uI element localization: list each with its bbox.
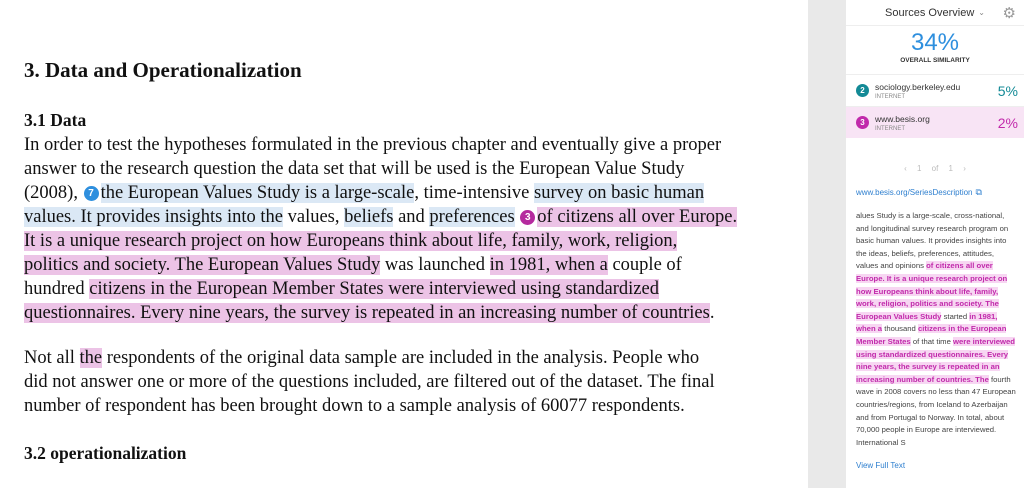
text-segment: (2008),: [24, 183, 83, 203]
section-heading-operationalization: 3.2 operationalization: [24, 443, 187, 463]
text-segment: Not all: [24, 348, 80, 368]
text-line: [24, 301, 737, 325]
highlighted-match[interactable]: values. It provides insights into the: [24, 207, 283, 227]
source-text-segment: of that time: [910, 336, 953, 346]
source-item[interactable]: [846, 74, 1024, 106]
text-segment: In order to test the hypotheses formulated in the previous chapter and eventually give a proper: [24, 135, 722, 155]
matched-text: were interviewed using standardized questionnaires. Every nine years, the survey is repeated in an increasing number of countries. The: [856, 336, 1015, 384]
highlighted-match[interactable]: questionnaires. Every nine years, the survey is repeated in an increasing number of countries: [24, 303, 710, 323]
highlighted-match[interactable]: beliefs: [344, 207, 394, 227]
sources-panel: [846, 0, 1024, 488]
paragraph-data: [24, 133, 737, 325]
source-type: INTERNET: [875, 93, 905, 100]
overall-similarity-value: 34%: [910, 29, 960, 56]
text-line: [24, 157, 737, 181]
panel-divider: [808, 0, 846, 488]
pagination[interactable]: ‹ 1 of 1 ›: [904, 164, 966, 173]
text-line: [24, 133, 737, 157]
highlighted-match[interactable]: the: [79, 348, 103, 368]
text-line: [24, 181, 737, 205]
text-segment: did not answer one or more of the questions included, are filtered out of the dataset. The final: [24, 372, 715, 392]
highlighted-match[interactable]: of citizens all over Europe.: [537, 207, 738, 227]
text-segment: [515, 207, 520, 227]
text-segment: couple of: [607, 255, 682, 275]
source-text-segment: started: [941, 311, 970, 321]
text-segment: and: [393, 207, 430, 227]
source-name: www.besis.org: [875, 113, 930, 124]
text-segment: values,: [282, 207, 345, 227]
text-line: [24, 205, 737, 229]
text-segment: respondents of the original data sample are included in the analysis. People who: [102, 348, 700, 368]
highlighted-match[interactable]: citizens in the European Member States were interviewed using standardized: [89, 279, 659, 299]
view-full-text-link[interactable]: View Full Text: [856, 461, 906, 471]
source-url[interactable]: www.besis.org/SeriesDescription: [856, 188, 973, 197]
match-badge-3[interactable]: 3: [520, 210, 535, 225]
matched-text: citizens in the European Member States: [856, 324, 1007, 346]
text-line: [24, 394, 715, 418]
text-segment: hundred: [24, 279, 90, 299]
text-line: [24, 253, 737, 277]
source-text-segment: fourth wave in 2008 covers no less than 47 European countries/regions, from Iceland to Azerbaijan and from Portugal to Norway. In total, about 70,000 people in Europe are interviewed. International S: [856, 374, 1016, 447]
source-number: 2: [856, 84, 869, 97]
text-line: [24, 229, 737, 253]
chevron-down-icon: ⌄: [978, 8, 985, 17]
overall-similarity-label: OVERALL SIMILARITY: [900, 57, 970, 64]
section-heading-data: 3.1 Data: [24, 110, 87, 130]
source-item-selected[interactable]: [846, 106, 1024, 138]
page-heading: 3. Data and Operationalization: [24, 58, 302, 82]
source-text-segment: thousand: [882, 324, 918, 334]
source-number: 3: [856, 116, 869, 129]
source-text-segment: alues Study is a large-scale, cross-national, and longitudinal survey research program on basic human values. It provides insights into the ideas, beliefs, preferences, attitudes, values and opinions: [856, 211, 1009, 271]
source-url-link[interactable]: [856, 187, 1024, 198]
text-line: [24, 346, 715, 370]
source-type: INTERNET: [875, 125, 905, 132]
text-line: [24, 370, 715, 394]
source-percent: 2%: [997, 114, 1018, 131]
text-segment: , time-intensive: [414, 183, 535, 203]
highlighted-match[interactable]: preferences: [429, 207, 515, 227]
source-percent: 5%: [997, 82, 1018, 99]
highlighted-match[interactable]: politics and society. The European Values Study: [24, 255, 381, 275]
panel-title: Sources Overview: [885, 6, 975, 19]
text-segment: .: [709, 303, 715, 323]
match-badge-7[interactable]: 7: [84, 186, 99, 201]
matched-text: of citizens all over Europe. It is a unique research project on how Europeans think about life, family, work, religion, politics and society. The European Values Study: [856, 261, 1008, 321]
text-line: [24, 277, 737, 301]
source-text: [856, 210, 1018, 449]
external-link-icon[interactable]: ⧉: [975, 187, 982, 197]
sources-overview-header[interactable]: [846, 0, 1024, 26]
matched-text: in 1981, when a: [856, 311, 998, 334]
paragraph-respondents: [24, 346, 715, 418]
highlighted-match[interactable]: survey on basic human: [534, 183, 705, 203]
highlighted-match[interactable]: the European Values Study is a large-scale: [100, 183, 415, 203]
text-segment: answer to the research question the data set that will be used is the European Value Study: [24, 159, 685, 179]
source-name: sociology.berkeley.edu: [875, 81, 961, 92]
text-segment: was launched: [380, 255, 490, 275]
highlighted-match[interactable]: It is a unique research project on how Europeans think about life, family, work, religion,: [24, 231, 678, 251]
text-segment: number of respondent has been brought down to a sample analysis of 60077 respondents.: [24, 396, 685, 416]
gear-icon[interactable]: ⚙: [1002, 5, 1016, 22]
highlighted-match[interactable]: in 1981, when a: [489, 255, 608, 275]
